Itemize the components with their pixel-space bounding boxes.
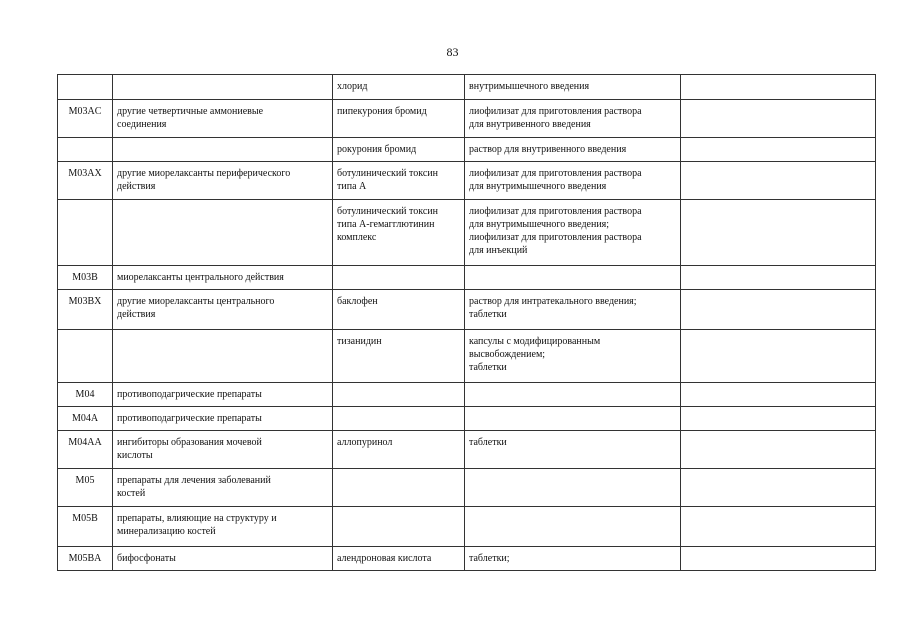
group-name-line: другие четвертичные аммониевые [117,106,264,117]
extra-cell [681,100,876,138]
table-row [58,507,876,547]
extra-cell [681,469,876,507]
extra-cell [681,200,876,266]
group-name-line: препараты, влияющие на структуру и [117,513,277,524]
atc-code-cell: M05B [58,507,113,547]
dosage-form-cell [465,138,681,162]
drug-name-cell [333,469,465,507]
drug-name-cell [333,100,465,138]
drug-name-line: пипекурония бромид [337,106,427,117]
atc-code-cell: M05 [58,469,113,507]
group-name-cell [113,162,333,200]
dosage-form-cell [465,431,681,469]
drug-name-line: комплекс [337,232,377,243]
group-name-cell [113,469,333,507]
table-body [58,75,876,571]
dosage-form-cell [465,507,681,547]
table-row [58,547,876,571]
group-name-cell [113,330,333,383]
extra-cell [681,547,876,571]
table-row [58,383,876,407]
group-name-line: ингибиторы образования мочевой [117,437,262,448]
group-name-cell [113,138,333,162]
group-name-line: другие миорелаксанты периферического [117,168,291,179]
atc-code-cell: M05BA [58,547,113,571]
group-name-line: действия [117,309,156,320]
dosage-form-cell [465,266,681,290]
group-name-line: бифосфонаты [117,553,176,564]
dosage-form-cell [465,100,681,138]
extra-cell [681,407,876,431]
dosage-form-line: капсулы с модифицированным [469,336,601,347]
drug-name-cell [333,75,465,100]
table-row [58,407,876,431]
dosage-form-line: лиофилизат для приготовления раствора [469,106,642,117]
drug-name-cell [333,407,465,431]
table-row [58,100,876,138]
group-name-cell [113,507,333,547]
extra-cell [681,290,876,330]
group-name-line: другие миорелаксанты центрального [117,296,275,307]
atc-code-cell: M04 [58,383,113,407]
drug-name-cell [333,431,465,469]
dosage-form-line: таблетки [469,437,507,448]
dosage-form-line: лиофилизат для приготовления раствора [469,168,642,179]
atc-code-cell [58,200,113,266]
drug-name-cell [333,507,465,547]
drug-name-line: хлорид [337,81,368,92]
dosage-form-line: внутримышечного введения [469,81,590,92]
drug-name-cell [333,200,465,266]
group-name-cell [113,290,333,330]
drug-name-line: тизанидин [337,336,382,347]
atc-code-cell: M04AA [58,431,113,469]
table-row [58,266,876,290]
atc-code-cell [58,330,113,383]
group-name-cell [113,547,333,571]
drug-name-line: ботулинический токсин [337,206,439,217]
group-name-line: миорелаксанты центрального действия [117,272,284,283]
dosage-form-cell [465,75,681,100]
dosage-form-cell [465,162,681,200]
dosage-form-line: для внутривенного введения [469,119,591,130]
drug-table [57,74,876,571]
table-row [58,200,876,266]
extra-cell [681,330,876,383]
table-row [58,162,876,200]
dosage-form-line: для внутримышечного введения [469,181,607,192]
dosage-form-line: для инъекций [469,245,528,256]
drug-name-line: аллопуринол [337,437,393,448]
table-row [58,469,876,507]
group-name-line: препараты для лечения заболеваний [117,475,271,486]
dosage-form-line: лиофилизат для приготовления раствора [469,232,642,243]
table-row [58,330,876,383]
dosage-form-cell [465,469,681,507]
drug-name-cell [333,162,465,200]
page-number: 83 [446,45,459,59]
dosage-form-cell [465,547,681,571]
group-name-line: соединения [117,119,167,130]
atc-code-cell [58,138,113,162]
group-name-cell [113,100,333,138]
table-row [58,138,876,162]
table-row [58,75,876,100]
dosage-form-cell [465,330,681,383]
group-name-cell [113,407,333,431]
dosage-form-line: таблетки [469,362,507,373]
drug-name-cell [333,266,465,290]
group-name-line: костей [117,488,146,499]
dosage-form-cell [465,200,681,266]
dosage-form-line: таблетки; [469,553,510,564]
drug-name-cell [333,383,465,407]
group-name-line: противоподагрические препараты [117,389,262,400]
drug-name-line: типа А-гемагглютинин [337,219,435,230]
drug-name-line: баклофен [337,296,378,307]
dosage-form-line: таблетки [469,309,507,320]
group-name-line: кислоты [117,450,153,461]
group-name-cell [113,200,333,266]
extra-cell [681,75,876,100]
drug-name-line: рокурония бромид [337,144,417,155]
drug-name-cell [333,330,465,383]
atc-code-cell: M04A [58,407,113,431]
extra-cell [681,266,876,290]
group-name-line: минерализацию костей [117,526,216,537]
drug-name-cell [333,138,465,162]
extra-cell [681,431,876,469]
dosage-form-line: высвобождением; [469,349,546,360]
dosage-form-cell [465,383,681,407]
table-row [58,290,876,330]
atc-code-cell: M03BX [58,290,113,330]
atc-code-cell: M03AC [58,100,113,138]
extra-cell [681,138,876,162]
atc-code-cell: M03B [58,266,113,290]
table-row [58,431,876,469]
atc-code-cell [58,75,113,100]
drug-name-line: ботулинический токсин [337,168,439,179]
dosage-form-line: раствор для интратекального введения; [469,296,637,307]
dosage-form-line: лиофилизат для приготовления раствора [469,206,642,217]
group-name-line: противоподагрические препараты [117,413,262,424]
dosage-form-line: для внутримышечного введения; [469,219,610,230]
group-name-cell [113,383,333,407]
drug-name-line: типа А [337,181,367,192]
dosage-form-line: раствор для внутривенного введения [469,144,627,155]
drug-name-line: алендроновая кислота [337,553,432,564]
dosage-form-cell [465,290,681,330]
drug-name-cell [333,547,465,571]
group-name-cell [113,431,333,469]
group-name-line: действия [117,181,156,192]
extra-cell [681,383,876,407]
drug-name-cell [333,290,465,330]
atc-code-cell: M03AX [58,162,113,200]
dosage-form-cell [465,407,681,431]
group-name-cell [113,266,333,290]
extra-cell [681,507,876,547]
extra-cell [681,162,876,200]
group-name-cell [113,75,333,100]
